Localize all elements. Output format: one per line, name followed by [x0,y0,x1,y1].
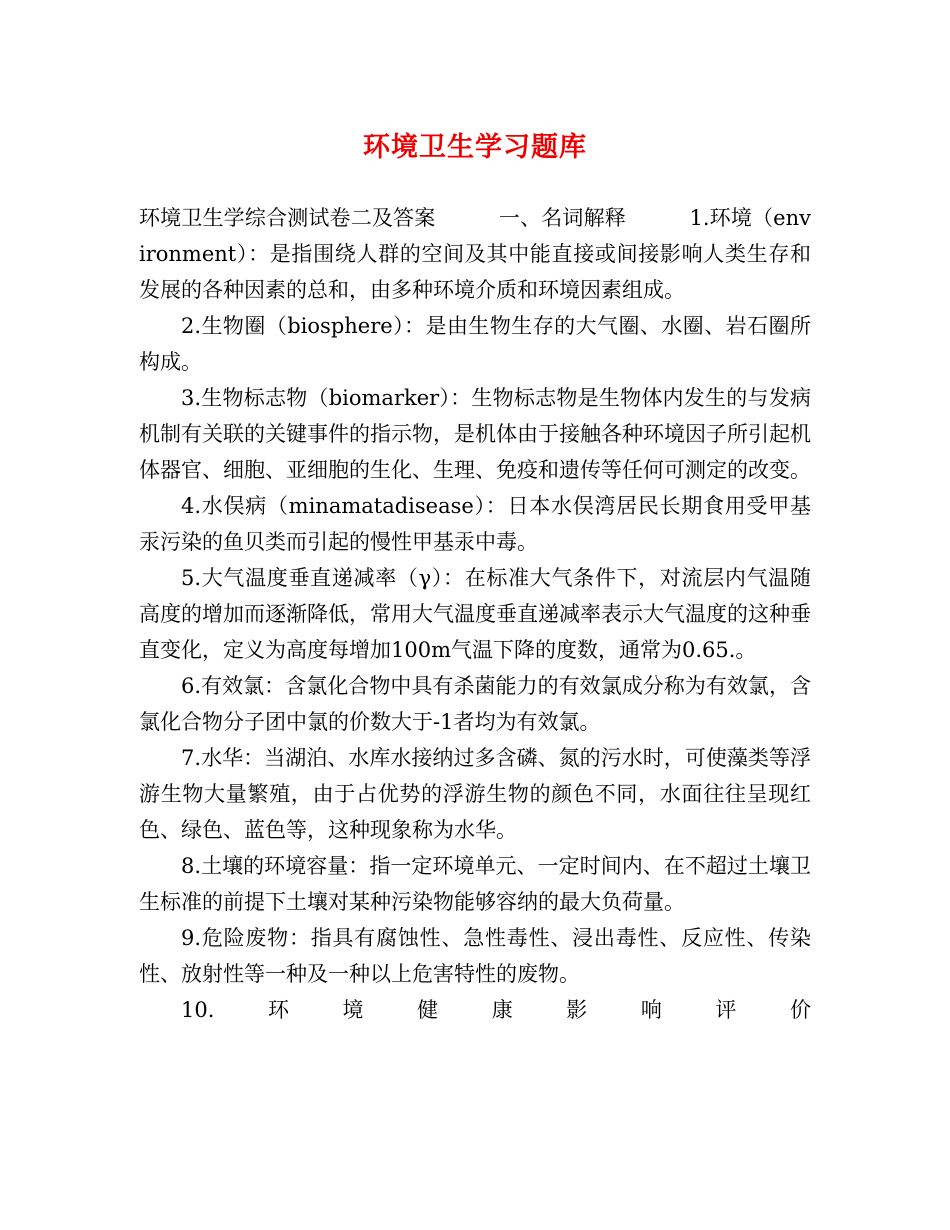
paragraph-intro-environment: 环境卫生学综合测试卷二及答案 一、名词解释 1.环境（environment）：是指围绕人群的空间及其中能直接或间接影响人类生存和发展的各种因素的总和，由多种环境介质和环境因素组成。 [139,206,811,302]
paragraph-available-chlorine: 6.有效氯：含氯化合物中具有杀菌能力的有效氯成分称为有效氯，含氯化合物分子团中氯的价数大于-1者均为有效氯。 [139,674,811,734]
document-body [139,200,811,1028]
paragraph-minamata-disease: 4.水俣病（minamatadisease）：日本水俣湾居民长期食用受甲基汞污染的鱼贝类而引起的慢性甲基汞中毒。 [139,494,811,554]
paragraph-health-impact-assessment: 10.环境健康影响评价 [181,998,811,1022]
paragraph-hazardous-waste: 9.危险废物：指具有腐蚀性、急性毒性、浸出毒性、反应性、传染性、放射性等一种及一种以上危害特性的废物。 [139,926,811,986]
paragraph-soil-capacity: 8.土壤的环境容量：指一定环境单元、一定时间内、在不超过土壤卫生标准的前提下土壤对某种污染物能够容纳的最大负荷量。 [139,854,811,914]
paragraph-biomarker: 3.生物标志物（biomarker）：生物标志物是生物体内发生的与发病机制有关联的关键事件的指示物，是机体由于接触各种环境因子所引起机体器官、细胞、亚细胞的生化、生理、免疫和遗传等任何可测定的改变。 [139,386,811,482]
document-title: 环境卫生学习题库 [363,132,587,163]
paragraph-lapse-rate: 5.大气温度垂直递减率（γ）：在标准大气条件下，对流层内气温随高度的增加而逐渐降低，常用大气温度垂直递减率表示大气温度的这种垂直变化，定义为高度每增加100m气温下降的度数，通常为0.65.。 [139,566,811,662]
paragraph-water-bloom: 7.水华：当湖泊、水库水接纳过多含磷、氮的污水时，可使藻类等浮游生物大量繁殖，由于占优势的浮游生物的颜色不同，水面往往呈现红色、绿色、蓝色等，这种现象称为水华。 [139,746,811,842]
paragraph-biosphere: 2.生物圈（biosphere）：是由生物生存的大气圈、水圈、岩石圈所构成。 [139,314,811,374]
